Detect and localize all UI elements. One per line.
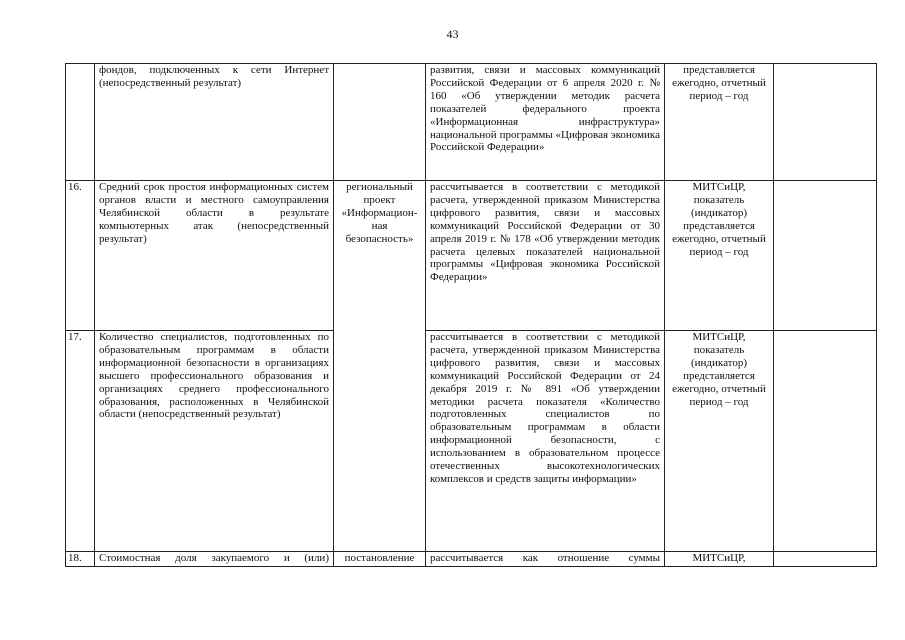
- indicator-name: Средний срок простоя информационных систем органов власти и местного самоуправления Челябинской области в результате компьютерных атак (непосредственный результат): [95, 181, 334, 331]
- responsible-info: МИТСиЦР, показатель (индикатор) представляется ежегодно, отчетный период – год: [665, 331, 774, 552]
- responsible-info: МИТСиЦР,: [665, 552, 774, 567]
- indicator-source: [334, 64, 426, 181]
- indicator-source: региональный проект «Информацион-ная безопасность»: [334, 181, 426, 552]
- row-number: 16.: [66, 181, 95, 331]
- empty-cell: [774, 331, 877, 552]
- indicator-name: фондов, подключенных к сети Интернет (непосредственный результат): [95, 64, 334, 181]
- calculation-method: рассчитывается как отношение суммы: [426, 552, 665, 567]
- row-number: [66, 64, 95, 181]
- empty-cell: [774, 64, 877, 181]
- table-row: [66, 331, 877, 552]
- table-row: [66, 181, 877, 331]
- row-number: 18.: [66, 552, 95, 567]
- row-number: 17.: [66, 331, 95, 552]
- calculation-method: рассчитывается в соответствии с методикой расчета, утвержденной приказом Министерства цифрового развития, связи и массовых коммуникаций Российской Федерации от 24 декабря 2019 г. № 891 «Об утверждении методики расчета показателя «Количество подготовленных специалистов по образовательным программам в области информационной безопасности, с использованием в образовательном процессе отечественных высокотехнологических комплексов и средств защиты информации»: [426, 331, 665, 552]
- indicator-name: Количество специалистов, подготовленных по образовательным программам в области информационной безопасности в организациях высшего профессионального образования и организациях среднего профессионального образования, расположенных в Челябинской области (непосредственный результат): [95, 331, 334, 552]
- table-row: [66, 64, 877, 181]
- table-row: [66, 552, 877, 567]
- indicator-source: постановление: [334, 552, 426, 567]
- calculation-method: развития, связи и массовых коммуникаций Российской Федерации от 6 апреля 2020 г. № 160 «Об утверждении методик расчета показателей федерального проекта «Информационная инфраструктура» национальной программы «Цифровая экономика Российской Федерации»: [426, 64, 665, 181]
- responsible-info: представляется ежегодно, отчетный период – год: [665, 64, 774, 181]
- empty-cell: [774, 552, 877, 567]
- indicator-name: Стоимостная доля закупаемого и (или): [95, 552, 334, 567]
- empty-cell: [774, 181, 877, 331]
- indicators-table: [65, 63, 877, 567]
- calculation-method: рассчитывается в соответствии с методикой расчета, утвержденной приказом Министерства цифрового развития, связи и массовых коммуникаций Российской Федерации от 30 апреля 2019 г. № 178 «Об утверждении методик расчета целевых показателей национальной программы «Цифровая экономика Российской Федерации»: [426, 181, 665, 331]
- page-number: 43: [446, 27, 459, 41]
- responsible-info: МИТСиЦР, показатель (индикатор) представляется ежегодно, отчетный период – год: [665, 181, 774, 331]
